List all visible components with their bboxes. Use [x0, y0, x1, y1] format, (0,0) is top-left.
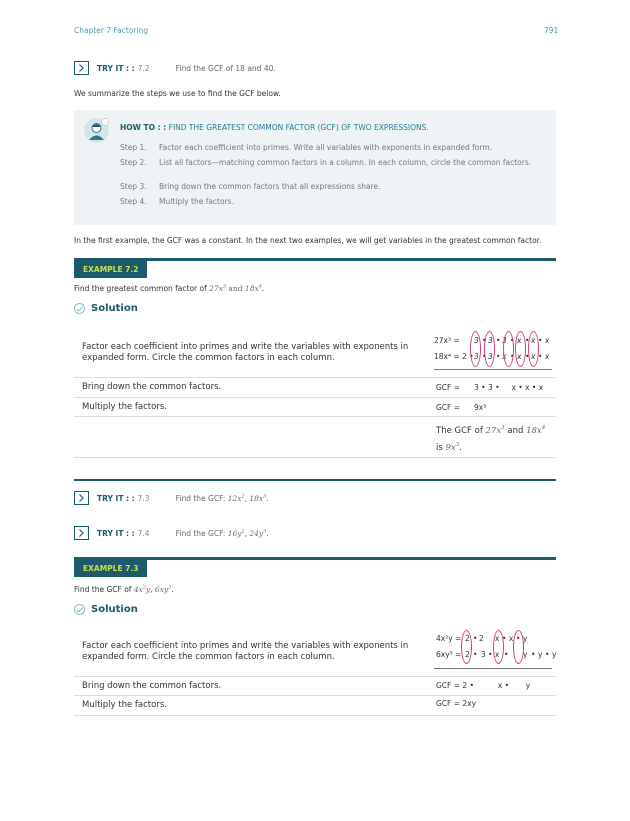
factor-term: 2 — [465, 650, 470, 659]
factor-dot: • — [525, 352, 530, 361]
row-divider — [74, 457, 556, 458]
factor-line-label: 18x⁴ = 2 • — [434, 352, 474, 361]
term-base: 24y — [249, 528, 264, 538]
factor-dot: • — [516, 634, 521, 643]
gcf-product: 9x³ — [474, 403, 487, 412]
common-factor-circle — [484, 331, 495, 367]
common-factor-circle — [503, 331, 514, 367]
row-divider — [74, 695, 556, 696]
term-exponent: 3 — [263, 493, 267, 499]
term-exponent: 3 — [168, 584, 172, 591]
chevron-right-icon — [78, 494, 85, 502]
factor-term: 3 — [474, 336, 479, 345]
svg-text:...: ... — [103, 120, 107, 124]
term-base: 4x — [133, 585, 143, 594]
conclusion-result — [446, 443, 460, 453]
row-divider — [74, 416, 556, 417]
expand-button[interactable] — [74, 491, 89, 505]
term-2 — [244, 283, 265, 293]
step-number: Step 4. — [120, 197, 147, 206]
term-base: 27x — [485, 426, 502, 436]
term-base: 16y — [227, 528, 242, 538]
common-factor-circle — [493, 630, 507, 664]
factor-term: x — [531, 336, 536, 345]
how-to-box — [74, 110, 556, 225]
chapter-header: Chapter 7 Factoring — [74, 26, 149, 35]
common-factor-circle — [513, 630, 524, 664]
term-exponent: 2 — [241, 493, 245, 499]
how-to-step — [120, 182, 555, 192]
joiner: and — [228, 284, 243, 293]
try-it-7-2 — [74, 61, 276, 75]
solution-step-text: Multiply the factors. — [82, 700, 167, 710]
factor-term: x — [531, 352, 536, 361]
step-number: Step 3. — [120, 182, 147, 191]
term-base: 6xy — [154, 585, 169, 594]
how-to-step — [120, 143, 555, 153]
term-exponent: 3 — [455, 442, 460, 449]
conclusion-term-2 — [526, 426, 545, 436]
factor-term: 3 — [488, 336, 493, 345]
factor-dot: • — [488, 650, 493, 659]
try-it-text: Find the GCF of 18 and 40. — [175, 63, 276, 73]
try-it-prompt: Find the GCF: — [175, 528, 226, 538]
how-to-title — [120, 123, 429, 132]
term-exponent: 4 — [258, 283, 262, 290]
try-it-number: 7.3 — [137, 493, 150, 503]
check-circle-icon — [74, 604, 85, 615]
solution-step-text: Bring down the common factors. — [82, 681, 222, 691]
term-base: 12x — [227, 493, 242, 503]
factor-line-label: 6xy³ = — [436, 650, 462, 659]
factor-term: y — [523, 650, 528, 659]
factor-line-label: 4x²y = — [436, 634, 462, 643]
factor-dot: • — [496, 336, 501, 345]
factor-term: 3 — [474, 352, 479, 361]
expand-button[interactable] — [74, 526, 89, 540]
chevron-right-icon — [78, 529, 85, 537]
common-factor-circle — [528, 331, 539, 367]
solution-step-text: Multiply the factors. — [82, 402, 167, 412]
factor-term: 3 — [488, 352, 493, 361]
conclusion-text: The GCF of — [436, 426, 483, 436]
gcf-label: GCF = — [436, 383, 461, 392]
solution-label: Solution — [91, 303, 138, 314]
prompt-text: Find the GCF of — [74, 585, 132, 594]
factor-dot: • — [496, 352, 501, 361]
common-factor-circle — [461, 630, 472, 664]
factor-dot: • — [525, 336, 530, 345]
term-exponent: 3 — [501, 425, 505, 432]
factor-term: 2 — [479, 634, 484, 643]
how-to-heading: FIND THE GREATEST COMMON FACTOR (GCF) OF TWO EXPRESSIONS. — [168, 123, 429, 132]
factor-term: x — [517, 352, 522, 361]
term-exponent: 2 — [241, 528, 245, 534]
term-1 — [228, 529, 245, 538]
factor-dot: • — [531, 650, 536, 659]
row-divider — [74, 397, 556, 398]
gcf-factors: GCF = 2 • x • y — [436, 681, 531, 690]
factor-line-label: 27x³ = — [434, 336, 460, 345]
try-it-number: 7.2 — [137, 63, 150, 73]
term-1 — [228, 494, 245, 503]
try-it-number: 7.4 — [137, 528, 150, 538]
transition-paragraph: In the first example, the GCF was a constant. In the next two examples, we will get variables in the greatest common factor. — [74, 236, 542, 245]
factor-underline — [434, 369, 552, 370]
factor-term: x — [495, 634, 500, 643]
person-icon — [84, 118, 109, 143]
solution-step-text: Factor each coefficient into primes and write the variables with exponents in expanded form. Circle the common factors in each column. — [82, 342, 409, 363]
how-to-label: HOW TO : : — [120, 123, 167, 132]
row-divider — [74, 715, 556, 716]
solution-label: Solution — [91, 604, 138, 615]
solution-step-text: Factor each coefficient into primes and write the variables with exponents in expanded form. Circle the common factors in each column. — [82, 641, 409, 662]
factor-dot: • — [538, 352, 543, 361]
summary-intro: We summarize the steps we use to find the GCF below. — [74, 89, 281, 98]
period: . — [261, 284, 265, 293]
factor-underline — [434, 668, 552, 669]
try-it-text — [176, 529, 269, 538]
term-base: 27x — [209, 284, 223, 293]
gcf-factors: 3 • 3 • x • x • x — [474, 383, 544, 392]
factor-dot: • — [538, 336, 543, 345]
period: . — [171, 585, 174, 594]
separator: , — [244, 528, 247, 538]
factor-term: x — [509, 634, 514, 643]
example-label: EXAMPLE 7.3 — [74, 560, 147, 577]
factor-dot: • — [482, 352, 487, 361]
step-number: Step 1. — [120, 143, 147, 152]
factor-term: y — [538, 650, 543, 659]
term-base: 9x — [445, 443, 456, 453]
factor-dot: • — [473, 650, 478, 659]
row-divider — [74, 377, 556, 378]
step-text: Factor each coefficient into primes. Write all variables with exponents in expanded form. — [159, 143, 493, 152]
try-it-label: TRY IT : : — [97, 493, 135, 503]
term-base: 18x — [526, 426, 542, 436]
how-to-step — [120, 197, 555, 207]
prompt-text: Find the greatest common factor of — [74, 284, 207, 293]
try-it-7-4 — [74, 526, 269, 540]
term-base: 18x — [244, 284, 259, 293]
common-factor-circle — [470, 331, 481, 367]
factor-term: x — [502, 352, 507, 361]
step-text: Bring down the common factors that all expressions share. — [159, 182, 381, 191]
term-exponent: 4 — [541, 425, 546, 432]
factor-dot: • — [473, 634, 478, 643]
example-prompt — [74, 284, 264, 294]
how-to-step — [120, 158, 555, 168]
factor-dot: • — [510, 352, 515, 361]
gcf-conclusion — [436, 423, 554, 457]
term-2 — [154, 584, 174, 594]
factor-dot: • — [504, 650, 509, 659]
try-it-prompt: Find the GCF: — [175, 493, 226, 503]
factor-term: y — [523, 634, 528, 643]
factor-term: x — [495, 650, 500, 659]
try-it-text — [176, 494, 269, 503]
term-1 — [133, 584, 153, 594]
solution-heading — [74, 303, 138, 314]
factor-term: 3 — [502, 336, 507, 345]
factor-term: 2 — [465, 634, 470, 643]
try-it-7-3 — [74, 491, 269, 505]
check-circle-icon — [74, 303, 85, 314]
factor-dot: • — [502, 634, 507, 643]
factor-dot: • — [510, 336, 515, 345]
period: . — [266, 493, 269, 503]
try-it-label: TRY IT : : — [97, 528, 135, 538]
separator: , — [244, 493, 247, 503]
term-exponent: 3 — [222, 283, 227, 290]
step-number: Step 2. — [120, 158, 147, 167]
factor-dot: • — [545, 650, 550, 659]
factor-term: y — [552, 650, 557, 659]
row-divider — [74, 676, 556, 677]
factor-term: x — [545, 352, 550, 361]
example-prompt — [74, 585, 174, 595]
term-base: 18x — [249, 493, 264, 503]
conclusion-term-1 — [486, 426, 505, 436]
solution-heading — [74, 604, 138, 615]
term-2 — [249, 493, 269, 503]
term-1 — [209, 284, 226, 293]
period: . — [459, 443, 462, 453]
term-exponent: 2 — [142, 584, 146, 591]
term-2 — [249, 528, 269, 538]
page-number: 791 — [544, 26, 559, 35]
period: . — [266, 528, 269, 538]
factor-term: 3 — [481, 650, 486, 659]
chevron-right-icon — [78, 64, 85, 72]
example-label: EXAMPLE 7.2 — [74, 261, 147, 278]
conclusion-text: and — [507, 426, 524, 436]
common-factor-circle — [515, 331, 526, 367]
expand-button[interactable] — [74, 61, 89, 75]
step-text: List all factors—matching common factors in a column. In each column, circle the common factors. — [159, 158, 532, 167]
solution-step-text: Bring down the common factors. — [82, 382, 222, 392]
separator: , — [150, 585, 153, 594]
factor-term: x — [545, 336, 550, 345]
example-end-bar — [74, 479, 556, 481]
gcf-product: GCF = 2xy — [436, 699, 477, 708]
try-it-label: TRY IT : : — [97, 63, 135, 73]
step-text: Multiply the factors. — [159, 197, 234, 206]
conclusion-text: is — [436, 443, 443, 453]
term-tail: y — [145, 585, 151, 594]
gcf-label: GCF = — [436, 403, 461, 412]
factor-dot: • — [482, 336, 487, 345]
factor-term: x — [517, 336, 522, 345]
term-exponent: 3 — [263, 528, 267, 534]
